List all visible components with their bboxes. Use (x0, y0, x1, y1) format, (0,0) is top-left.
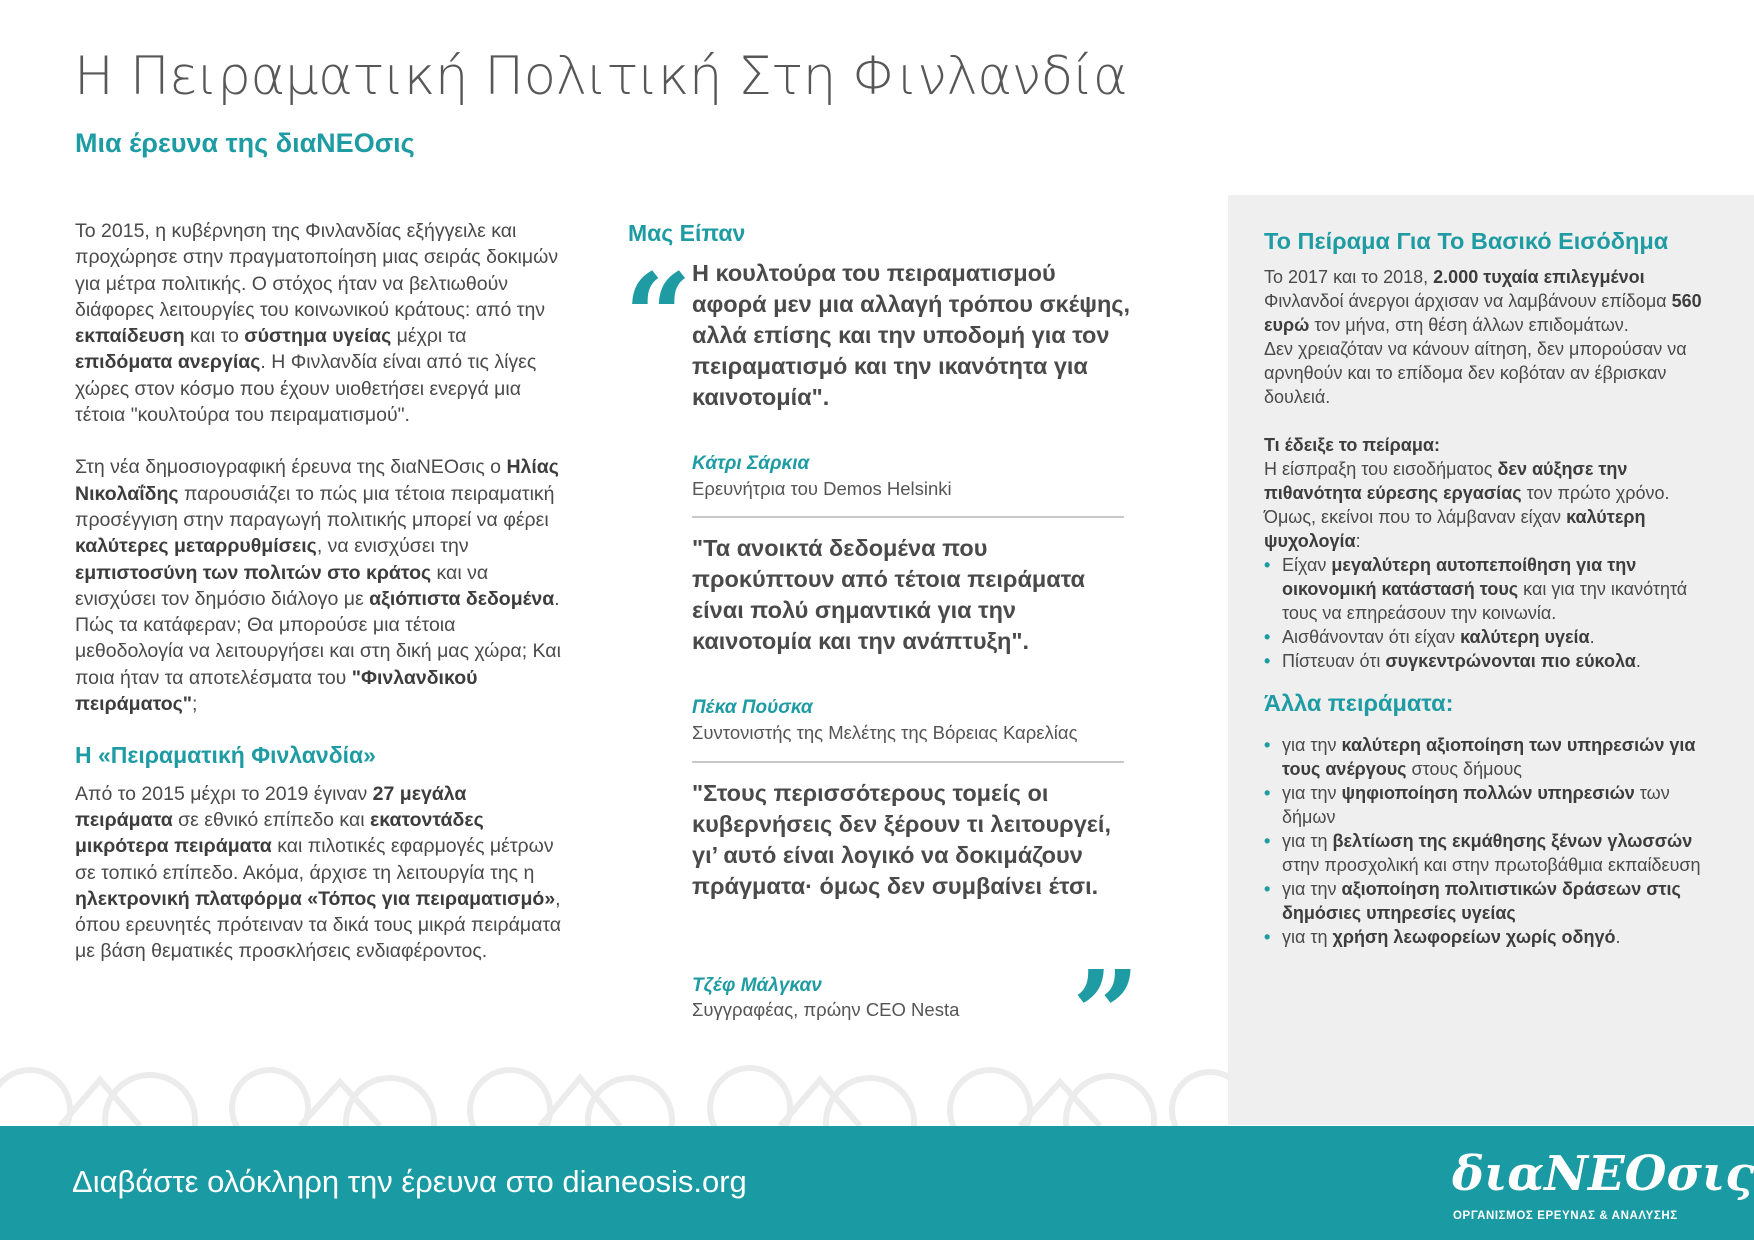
page-subtitle: Μια έρευνα της διαΝΕΟσις (75, 128, 415, 158)
result-heading: Τι έδειξε το πείραμα: (1264, 435, 1440, 455)
footer-link[interactable]: dianeosis.org (562, 1164, 747, 1199)
pattern-icon (0, 1060, 1228, 1126)
quote-role-3: Συγγραφέας, πρώην CEO Nesta (692, 999, 960, 1020)
footer-bar (0, 1126, 1754, 1240)
footer-cta: Διαβάστε ολόκληρη την έρευνα στο dianeosis.org (72, 1164, 747, 1199)
results-list (1264, 553, 1724, 673)
quote-text-3: "Στους περισσότερους τομείς οι κυβερνήσεις δεν ξέρουν τι λειτουργεί, γι’ αυτό είναι λογικό να δοκιμάζουν πράγματα· όμως δεν συμβαίνει έτσι. (692, 780, 1111, 899)
decorative-pattern (0, 1060, 1228, 1126)
sidebar-paragraph-1b: Δεν χρειαζόταν να κάνουν αίτηση, δεν μπορούσαν να αρνηθούν και το επίδομα δεν κοβόταν αν έβρισκαν δουλειά. (1264, 339, 1687, 407)
intro-paragraph-3: Από το 2015 μέχρι το 2019 έγιναν 27 μεγάλα πειράματα σε εθνικό επίπεδο και εκατοντάδες μικρότερα πειράματα και πιλοτικές εφαρμογές μέτρων σε τοπικό επίπεδο. Ακόμα, άρχισε τη λειτουργία της η ηλεκτρονική πλατφόρμα «Τόπος για πειραματισμό», όπου ερευνητές πρότειναν τα δικά τους μικρά πειράματα με βάση θεματικές προσκλήσεις ενδιαφέροντος. (75, 782, 562, 963)
list-item: • Πίστευαν ότι συγκεντρώνονται πιο εύκολα. (1264, 649, 1724, 673)
quote-role-1: Ερευνήτρια του Demos Helsinki (692, 478, 952, 499)
list-item: • για την καλύτερη αξιοποίηση των υπηρεσιών για τους ανέργους στους δήμους (1264, 733, 1724, 781)
other-experiments-list (1264, 733, 1724, 949)
intro-paragraph-1: Το 2015, η κυβέρνηση της Φινλανδίας εξήγγειλε και προχώρησε στην πραγματοποίηση μιας σειράς δοκιμών για μέτρα πολιτικής. Ο στόχος ήταν να βελτιωθούν διάφορες λειτουργίες του κοινωνικού κράτους: από την εκπαίδευση και το σύστημα υγείας μέχρι τα επιδόματα ανεργίας. Η Φινλανδία είναι από τις λίγες χώρες στον κόσμο που έχουν υιοθετήσει ενεργά μια τέτοια "κουλτούρα του πειραματισμού". (75, 220, 559, 427)
dianeosis-logo: διαΝΕΟσις (1452, 1146, 1754, 1202)
page-title: Η Πειραματική Πολιτική Στη Φινλανδία (74, 46, 1128, 107)
quotes-column (628, 220, 1128, 247)
quote-text-2: "Τα ανοικτά δεδομένα που προκύπτουν από τέτοια πειράματα είναι πολύ σημαντικά για την καινοτομία και την ανάπτυξη". (692, 535, 1085, 654)
logo-tagline: ΟΡΓΑΝΙΣΜΟΣ ΕΡΕΥΝΑΣ & ΑΝΑΛΥΣΗΣ (1453, 1210, 1678, 1222)
open-quote-icon: “ (624, 247, 692, 386)
list-item: • για τη βελτίωση της εκμάθησης ξένων γλωσσών στην προσχολική και στην πρωτοβάθμια εκπαίδευση (1264, 829, 1724, 877)
sidebar-heading: Το Πείραμα Για Το Βασικό Εισόδημα (1264, 228, 1669, 254)
close-quote-icon: ” (1072, 944, 1140, 1083)
sidebar-panel (1228, 195, 1754, 1125)
intro-paragraph-2: Στη νέα δημοσιογραφική έρευνα της διαΝΕΟσις ο Ηλίας Νικολαΐδης παρουσιάζει το πώς μια τέτοια πειραματική προσέγγιση στην παραγωγή πολιτικής μπορεί να φέρει καλύτερες μεταρρυθμίσεις, να ενισχύσει την εμπιστοσύνη των πολιτών στο κράτος και να ενισχύσει τον δημόσιο διάλογο με αξιόπιστα δεδομένα. Πώς τα κατάφεραν; Θα μπορούσε μια τέτοια μεθοδολογία να λειτουργήσει και στη δική μας χώρα; Και ποια ήταν τα αποτελέσματα του "Φινλανδικού πειράματος"; (75, 456, 561, 716)
quotes-heading: Μας Είπαν (628, 220, 746, 246)
sidebar-paragraph-2: Η είσπραξη του εισοδήματος δεν αύξησε την πιθανότητα εύρεσης εργασίας τον πρώτο χρόνο. Όμως, εκείνοι που το λάμβαναν είχαν καλύτερη ψυχολογία: (1264, 459, 1670, 551)
quote-author-2: Πέκα Πούσκα (692, 697, 813, 718)
list-item: • για την ψηφιοποίηση πολλών υπηρεσιών των δήμων (1264, 781, 1724, 829)
quote-divider (692, 761, 1124, 763)
list-item: • για τη χρήση λεωφορείων χωρίς οδηγό. (1264, 925, 1724, 949)
list-item: • Αισθάνονταν ότι είχαν καλύτερη υγεία. (1264, 625, 1724, 649)
quote-author-1: Κάτρι Σάρκια (692, 453, 810, 474)
intro-column (75, 218, 565, 965)
quote-role-2: Συντονιστής της Μελέτης της Βόρειας Καρελίας (692, 722, 1078, 743)
quote-author-3: Τζέφ Μάλγκαν (692, 975, 822, 996)
quote-divider (692, 516, 1124, 518)
sidebar-paragraph-1: Το 2017 και το 2018, 2.000 τυχαία επιλεγμένοι Φινλανδοί άνεργοι άρχισαν να λαμβάνουν επίδομα 560 ευρώ τον μήνα, στη θέση άλλων επιδομάτων. (1264, 267, 1702, 335)
list-item: • για την αξιοποίηση πολιτιστικών δράσεων στις δημόσιες υπηρεσίες υγείας (1264, 877, 1724, 925)
other-experiments-heading: Άλλα πειράματα: (1264, 690, 1454, 716)
list-item: • Είχαν μεγαλύτερη αυτοπεποίθηση για την οικονομική κατάστασή τους και για την ικανότητά τους να επηρεάσουν την κοινωνία. (1264, 553, 1724, 625)
quote-text-1: Η κουλτούρα του πειραματισμού αφορά μεν μια αλλαγή τρόπου σκέψης, αλλά επίσης και την υποδομή για τον πειραματισμό και την ικανότητα για καινοτομία". (692, 260, 1131, 410)
section-heading: Η «Πειραματική Φινλανδία» (75, 742, 376, 769)
